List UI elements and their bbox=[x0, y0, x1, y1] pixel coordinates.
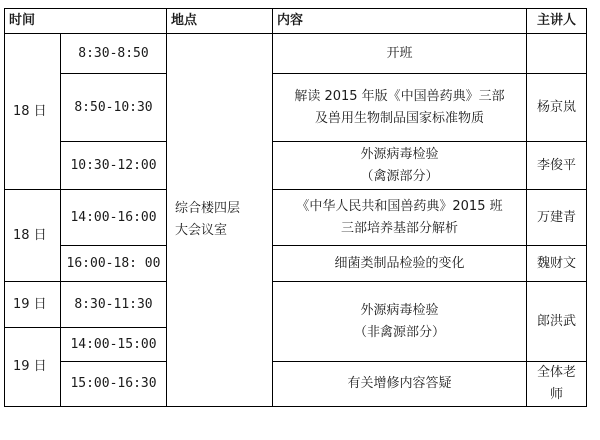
speaker-line: 郎洪武 bbox=[536, 313, 576, 329]
content-cell bbox=[273, 246, 527, 282]
table-row bbox=[5, 190, 587, 246]
speaker-cell bbox=[527, 362, 587, 407]
header-row bbox=[5, 9, 587, 34]
time-cell: 8:50-10:30 bbox=[61, 74, 167, 142]
content-line: 外源病毒检验 bbox=[360, 146, 439, 162]
speaker-line: 李俊平 bbox=[536, 157, 576, 173]
day-cell: 18 日 bbox=[5, 34, 61, 190]
speaker-cell bbox=[527, 142, 587, 190]
day-cell: 18 日 bbox=[5, 190, 61, 282]
content-line: 细菌类制品检验的变化 bbox=[334, 255, 465, 271]
content-line: 外源病毒检验 bbox=[360, 302, 439, 318]
table-row bbox=[5, 362, 587, 407]
place-line: 大会议室 bbox=[175, 223, 228, 238]
content-line: 解读 2015 年版《中国兽药典》三部 bbox=[294, 88, 505, 104]
content-line: 及兽用生物制品国家标准物质 bbox=[314, 110, 484, 126]
header-speaker: 主讲人 bbox=[527, 9, 587, 34]
header-content: 内容 bbox=[273, 9, 527, 34]
content-line: （非禽源部分） bbox=[353, 324, 445, 340]
time-cell: 15:00-16:30 bbox=[61, 362, 167, 407]
content-line: 开班 bbox=[386, 45, 413, 61]
speaker-cell bbox=[527, 74, 587, 142]
content-line: （禽源部分） bbox=[360, 168, 439, 184]
speaker-line: 师 bbox=[549, 387, 563, 402]
content-line: 三部培养基部分解析 bbox=[340, 220, 458, 236]
content-cell bbox=[273, 190, 527, 246]
content-line: 有关增修内容答疑 bbox=[347, 376, 452, 391]
time-cell: 8:30-8:50 bbox=[61, 34, 167, 74]
content-cell bbox=[273, 142, 527, 190]
day-cell: 19 日 bbox=[5, 282, 61, 328]
schedule-table bbox=[4, 8, 587, 407]
content-cell bbox=[273, 34, 527, 74]
time-cell: 14:00-15:00 bbox=[61, 328, 167, 362]
time-cell: 8:30-11:30 bbox=[61, 282, 167, 328]
content-cell bbox=[273, 362, 527, 407]
speaker-line: 全体老 bbox=[536, 365, 576, 380]
table-row bbox=[5, 282, 587, 328]
table-row bbox=[5, 74, 587, 142]
content-line: 《中华人民共和国兽药典》2015 班 bbox=[296, 198, 503, 214]
table-row bbox=[5, 34, 587, 74]
time-cell: 10:30-12:00 bbox=[61, 142, 167, 190]
content-cell bbox=[273, 74, 527, 142]
table-row bbox=[5, 246, 587, 282]
day-cell: 19 日 bbox=[5, 328, 61, 407]
header-place: 地点 bbox=[167, 9, 273, 34]
content-cell bbox=[273, 282, 527, 362]
time-cell: 16:00-18: 00 bbox=[61, 246, 167, 282]
speaker-line: 魏财文 bbox=[536, 255, 576, 271]
speaker-line: 万建青 bbox=[536, 209, 576, 225]
place-line: 综合楼四层 bbox=[175, 201, 241, 216]
table-row bbox=[5, 142, 587, 190]
time-cell: 14:00-16:00 bbox=[61, 190, 167, 246]
header-time: 时间 bbox=[5, 9, 167, 34]
speaker-cell bbox=[527, 246, 587, 282]
speaker-cell bbox=[527, 34, 587, 74]
speaker-line: 杨京岚 bbox=[536, 99, 576, 115]
speaker-cell bbox=[527, 282, 587, 362]
speaker-cell bbox=[527, 190, 587, 246]
place-cell bbox=[167, 34, 273, 407]
